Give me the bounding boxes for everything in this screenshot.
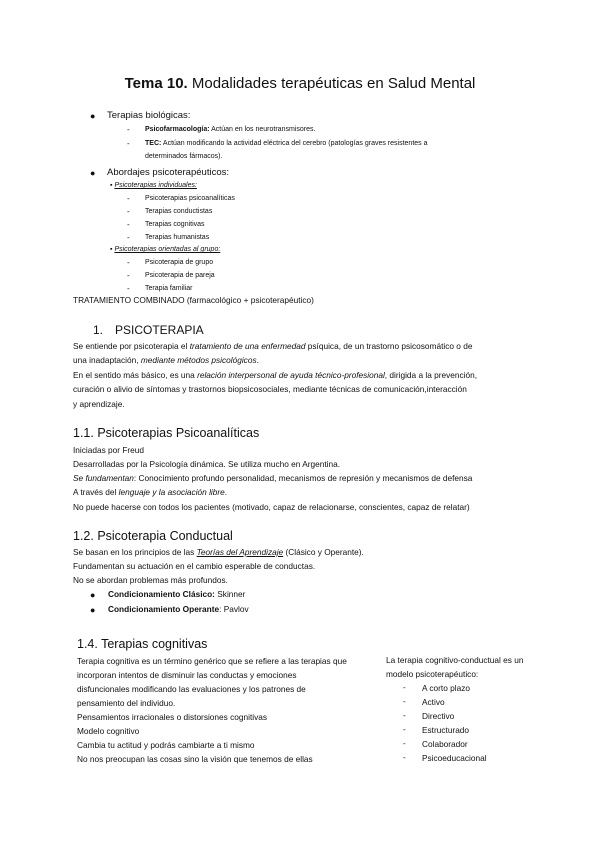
title-number: Tema 10. — [124, 75, 188, 92]
section11-fundamentan: Se fundamentan: Conocimiento profundo personalidad, mecanismos de represión y mecanismos de defensa — [73, 473, 473, 483]
section14-line: incorporan intentos de disminuir las conductas y emociones — [77, 670, 297, 680]
section1-heading: PSICOTERAPIA — [115, 323, 204, 337]
dash-icon: - — [403, 725, 406, 734]
section11-via: A través del lenguaje y la asociación libre. — [73, 487, 228, 497]
section14-line: disfuncionales modificando las evaluaciones y los patrones de — [77, 684, 306, 694]
title-text: Modalidades terapéuticas en Salud Mental — [187, 75, 476, 92]
dash-icon: - — [127, 258, 130, 267]
outline-individual-item: Psicoterapias psicoanalíticas — [145, 195, 235, 202]
section14-line: Modelo cognitivo — [77, 726, 140, 736]
bullet-icon: ● — [90, 590, 96, 600]
outline-individual-item: Terapias humanistas — [145, 234, 210, 241]
dash-icon: - — [127, 139, 130, 148]
outline-grupo-item: Psicoterapia de pareja — [145, 272, 215, 279]
dash-icon: - — [127, 125, 130, 134]
dash-icon: - — [403, 753, 406, 762]
outline-grupo-label: ▪ Psicoterapias orientadas al grupo: — [110, 246, 221, 253]
outline-combinado: TRATAMIENTO COMBINADO (farmacológico + psicoterapéutico) — [73, 295, 314, 305]
outline-grupo-item: Psicoterapia de grupo — [145, 259, 214, 266]
side-item: Directivo — [422, 711, 455, 721]
section12-line1: Se basan en los principios de las Teorías del Aprendizaje (Clásico y Operante). — [73, 547, 364, 557]
section12-bullet-clasico: Condicionamiento Clásico: Skinner — [108, 589, 246, 599]
outline-grupo-item: Terapia familiar — [145, 285, 193, 292]
outline-item-tec: TEC: Actúan modificando la actividad eléctrica del cerebro (patologías graves resistentes a — [145, 140, 428, 147]
dash-icon: - — [403, 697, 406, 706]
section1-p1-line2: una inadaptación, mediante métodos psicológicos. — [73, 355, 259, 365]
section12-line3: No se abordan problemas más profundos. — [73, 575, 228, 585]
dash-icon: - — [403, 739, 406, 748]
side-item: A corto plazo — [422, 683, 470, 693]
bullet-icon: ● — [90, 605, 96, 615]
section14-line: pensamiento del individuo. — [77, 698, 176, 708]
side-item: Estructurado — [422, 725, 470, 735]
section1-p1-line1: Se entiende por psicoterapia el tratamiento de una enfermedad psíquica, de un trastorno psicosomático o de — [73, 341, 473, 351]
outline-abordajes-label: Abordajes psicoterapéuticos: — [107, 167, 229, 178]
section12-heading: 1.2. Psicoterapia Conductual — [73, 529, 233, 543]
outline-item-psicofarmacologia: Psicofarmacología: Actúan en los neurotransmisores. — [145, 126, 316, 133]
section12-line2: Fundamentan su actuación en el cambio esperable de conductas. — [73, 561, 316, 571]
dash-icon: - — [127, 271, 130, 280]
dash-icon: - — [127, 284, 130, 293]
side-item: Colaborador — [422, 739, 468, 749]
dash-icon: - — [127, 207, 130, 216]
outline-individuales-label: ▪ Psicoterapias individuales: — [110, 182, 197, 189]
bullet-icon: ● — [90, 111, 96, 121]
side-title-line2: modelo psicoterapéutico: — [386, 669, 479, 679]
outline-item-tec-cont: determinados fármacos). — [145, 153, 223, 160]
section11-heading: 1.1. Psicoterapias Psicoanalíticas — [73, 426, 260, 440]
section14-line: No nos preocupan las cosas sino la visión que tenemos de ellas — [77, 754, 313, 764]
section14-line: Terapia cognitiva es un término genérico que se refiere a las terapias que — [77, 656, 347, 666]
page-title — [0, 75, 600, 92]
outline-individual-item: Terapias cognitivas — [145, 221, 205, 228]
outline-individual-item: Terapias conductistas — [145, 208, 213, 215]
section1-p2-line2: curación o alivio de síntomas y trastornos biopsicosociales, mediante técnicas de comunicación,interacción — [73, 384, 467, 394]
side-item: Activo — [422, 697, 445, 707]
section1-p2-line3: y aprendizaje. — [73, 399, 125, 409]
outline-biologicas-label: Terapias biológicas: — [107, 110, 191, 121]
section11-last: No puede hacerse con todos los pacientes (motivado, capaz de relacionarse, conscientes, capaz de relatar) — [73, 502, 470, 512]
section1-p2-line1: En el sentido más básico, es una relación interpersonal de ayuda técnico-profesional, dirigida a la prevención, — [73, 370, 478, 380]
section11-line: Desarrolladas por la Psicología dinámica. Se utiliza mucho en Argentina. — [73, 459, 341, 469]
section14-line: Pensamientos irracionales o distorsiones cognitivas — [77, 712, 268, 722]
section14-line: Cambia tu actitud y podrás cambiarte a ti mismo — [77, 740, 255, 750]
dash-icon: - — [127, 194, 130, 203]
dash-icon: - — [127, 220, 130, 229]
section1-number: 1. — [93, 323, 104, 337]
dash-icon: - — [403, 711, 406, 720]
dash-icon: - — [403, 683, 406, 692]
side-item: Psicoeducacional — [422, 753, 487, 763]
section11-line: Iniciadas por Freud — [73, 445, 145, 455]
section14-heading: 1.4. Terapias cognitivas — [77, 637, 208, 651]
dash-icon: - — [127, 233, 130, 242]
side-title-line1: La terapia cognitivo-conductual es un — [386, 655, 524, 665]
section12-bullet-operante: Condicionamiento Operante: Pavlov — [108, 604, 249, 614]
bullet-icon: ● — [90, 168, 96, 178]
